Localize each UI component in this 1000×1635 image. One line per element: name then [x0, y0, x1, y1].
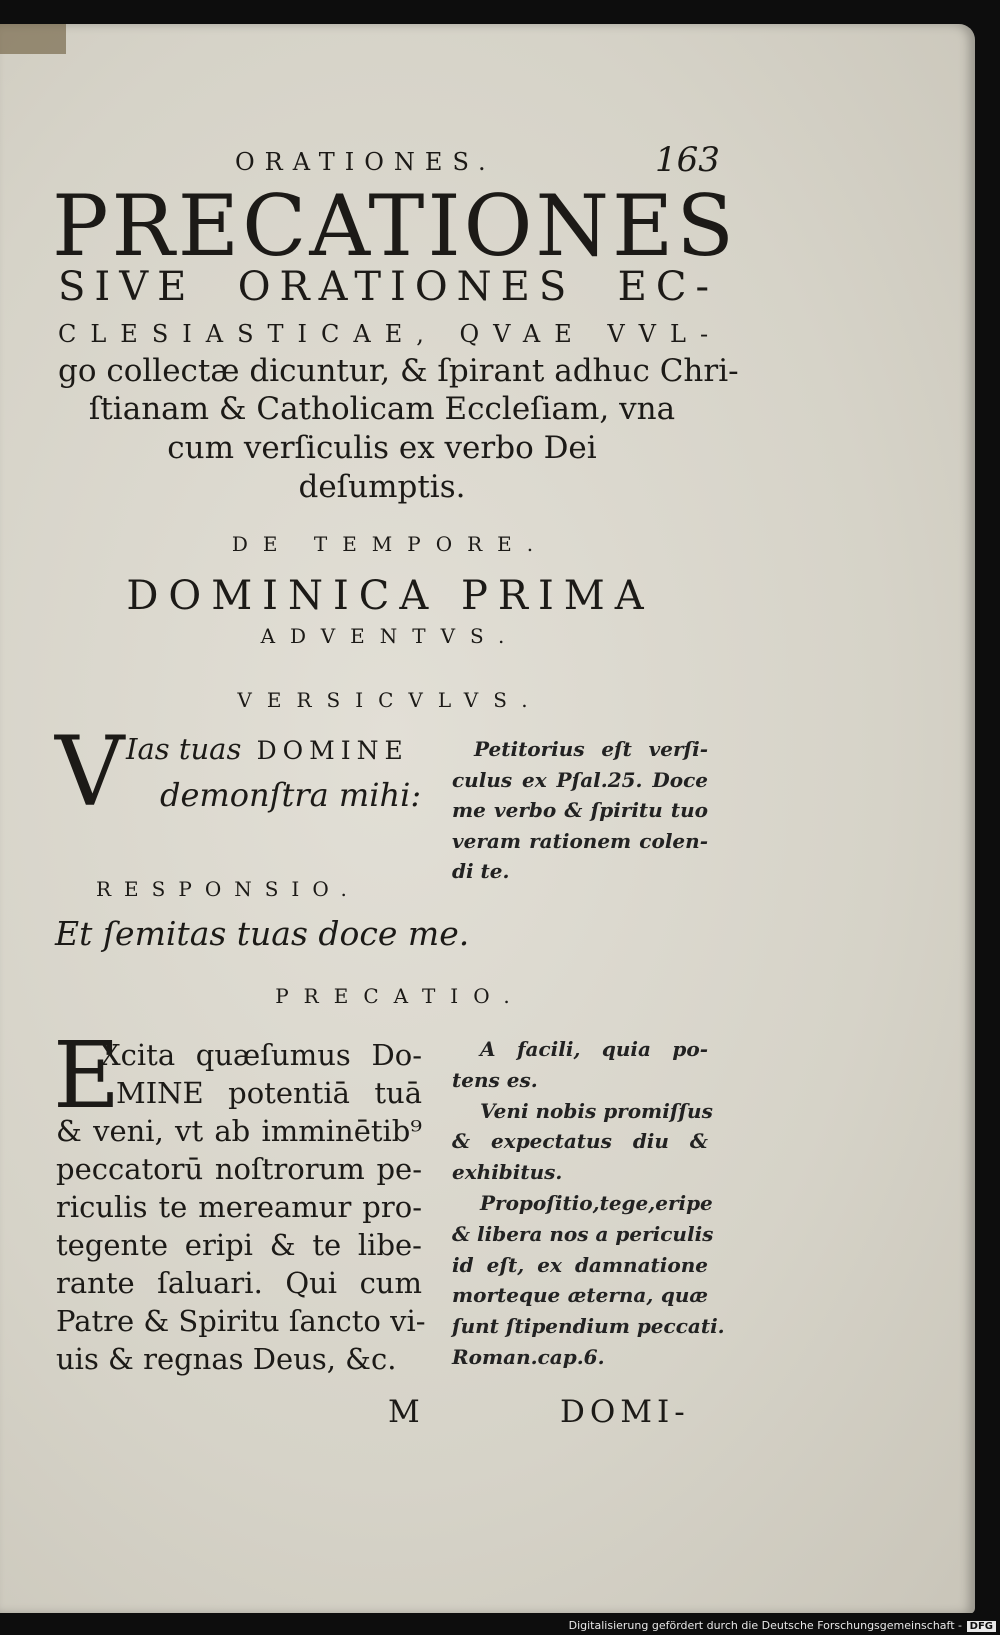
- book-page: [0, 24, 975, 1614]
- catchword: DOMI-: [560, 1394, 690, 1430]
- margin-note-line: me verbo & ſpiritu tuo: [452, 798, 708, 822]
- versiculus-dropcap: V: [55, 716, 125, 828]
- precatio-text: [56, 1036, 426, 1378]
- margin-note-line: & expectatus diu &: [452, 1129, 708, 1154]
- precatio-line: MINE potentiā tuā: [116, 1076, 422, 1110]
- precatio-line: rante ſaluari. Qui cum: [56, 1266, 422, 1300]
- footer-bar: [0, 1613, 1000, 1635]
- footer-credit: Digitalisierung gefördert durch die Deutsche Forschungsgemeinschaft -: [568, 1619, 962, 1632]
- versiculus-line-2: demonſtra mihi:: [160, 776, 422, 814]
- margin-note-line: Veni nobis promiſſus: [480, 1098, 713, 1123]
- margin-note-line: Propoſitio,tege,eripe: [480, 1190, 713, 1215]
- versiculus-line-1-italic: Ias tuas: [126, 732, 242, 766]
- dfg-logo: DFG: [967, 1621, 996, 1632]
- versiculus-margin-note: [452, 734, 708, 887]
- subtitle-line-1: SIVE ORATIONES EC-: [58, 264, 718, 310]
- section-de-tempore: DE TEMPORE.: [231, 532, 549, 556]
- precatio-line: peccatorū noſtrorum pe-: [56, 1152, 422, 1186]
- margin-note-line: ſunt ſtipendium peccati.: [452, 1314, 725, 1339]
- subtitle-line-3: go collectæ dicuntur, & ſpirant adhuc Chri-: [58, 353, 739, 389]
- precatio-line: tegente eripi & te libe-: [56, 1228, 422, 1262]
- margin-note-line: id eſt, ex damnatione: [452, 1252, 708, 1277]
- main-title: PRECATIONES: [52, 177, 737, 275]
- versiculus-heading: VERSICVLVS.: [237, 688, 543, 712]
- responsio-heading: RESPONSIO.: [96, 877, 360, 901]
- responsio-text: Et ſemitas tuas doce me.: [55, 914, 470, 953]
- margin-note-line: di te.: [452, 859, 510, 883]
- precatio-line: Patre & Spiritu ſancto vi-: [56, 1304, 426, 1338]
- subtitle-line-2: CLESIASTICAE, QVAE VVL-: [58, 320, 723, 348]
- versiculus-line-1: [126, 732, 409, 766]
- margin-note-line: veram rationem colen-: [452, 828, 708, 853]
- margin-note-line: tens es.: [452, 1067, 538, 1092]
- precatio-heading: PRECATIO.: [275, 984, 525, 1008]
- versiculus-line-1-caps: DOMINE: [256, 736, 409, 765]
- margin-note-line: A facili, quia po-: [480, 1037, 708, 1061]
- precatio-line: uis & regnas Deus, &c.: [56, 1342, 397, 1376]
- subtitle-line-6: deſumptis.: [298, 469, 466, 505]
- signature-mark: M: [388, 1394, 420, 1430]
- subtitle-line-4: ſtianam & Catholicam Eccleſiam, vna: [88, 391, 676, 427]
- precatio-line: riculis te mereamur pro-: [56, 1190, 422, 1224]
- margin-note-line: Roman.cap.6.: [452, 1344, 605, 1369]
- precatio-dropcap: E: [53, 1022, 121, 1129]
- running-title: ORATIONES.: [235, 148, 496, 176]
- binding-corner: [0, 24, 66, 54]
- margin-note-line: morteque æterna, quæ: [452, 1283, 708, 1308]
- margin-note-line: culus ex Pſal.25. Doce: [452, 767, 708, 792]
- section-adventus: ADVENTVS.: [260, 624, 520, 648]
- precatio-line: & veni, vt ab imminētib⁹: [56, 1114, 422, 1148]
- precatio-margin-note: [452, 1034, 725, 1373]
- subtitle-line-5: cum verſiculis ex verbo Dei: [167, 430, 597, 466]
- page-number: 163: [655, 140, 720, 180]
- margin-note-line: & libera nos a periculis: [452, 1221, 714, 1246]
- margin-note-line: exhibitus.: [452, 1160, 563, 1185]
- precatio-line: Xcita quæſumus Do-: [100, 1038, 422, 1072]
- section-dominica: DOMINICA PRIMA: [126, 573, 654, 619]
- margin-note-line: Petitorius eſt verſi-: [474, 737, 708, 761]
